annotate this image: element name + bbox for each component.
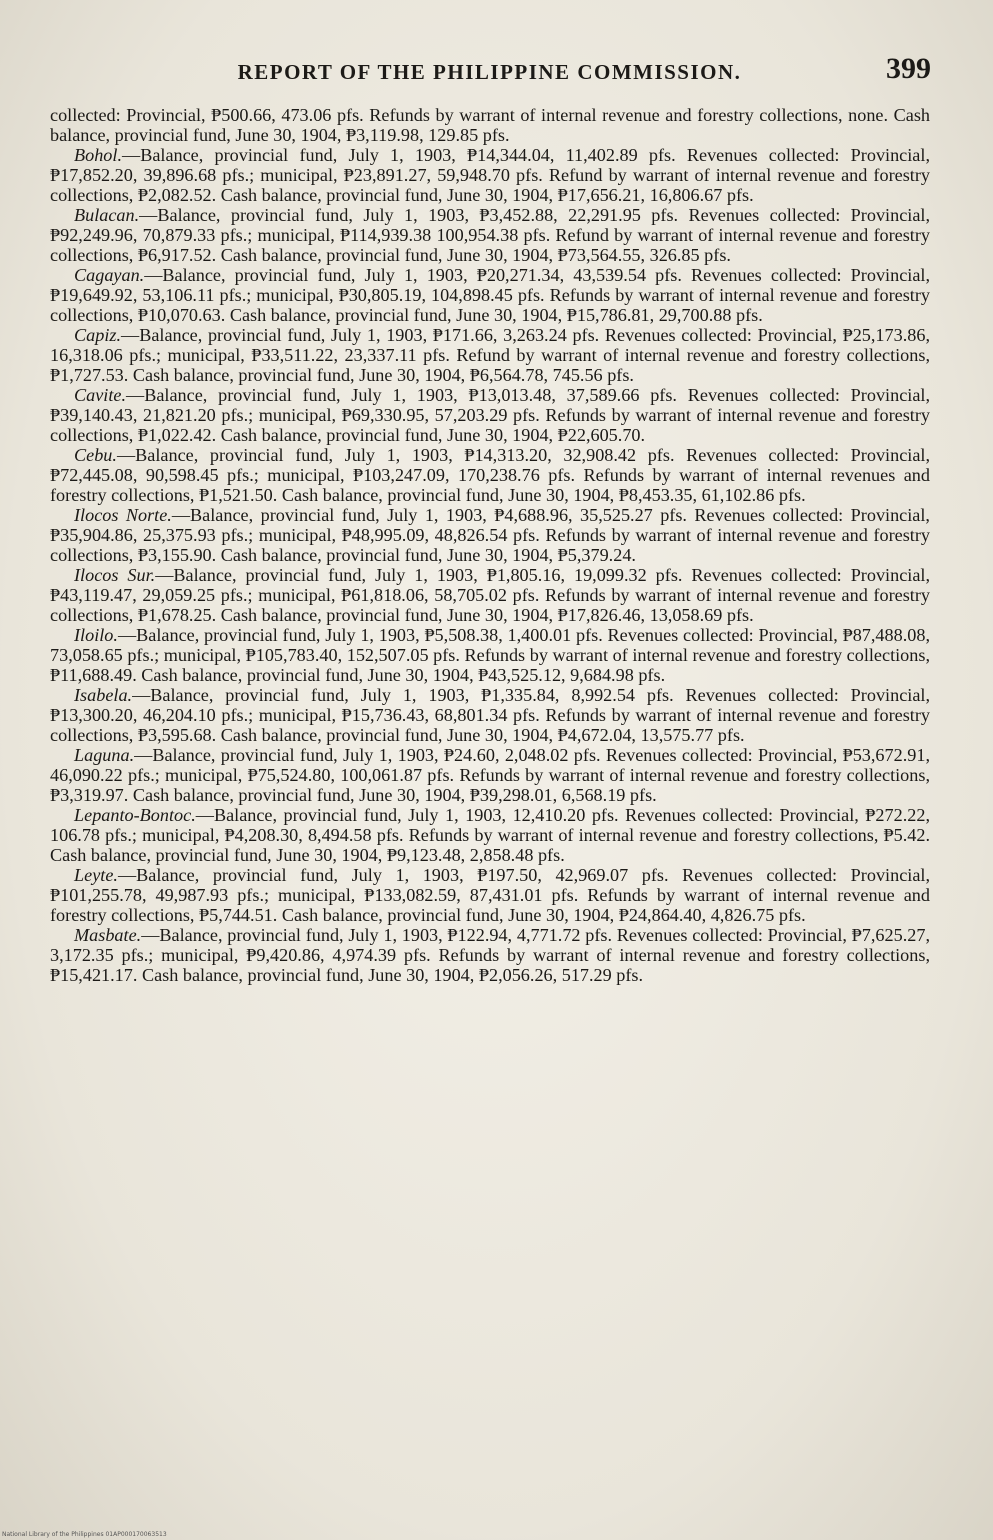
- entry-cavite: [50, 385, 930, 445]
- entry-masbate: [50, 925, 930, 985]
- province-name: Lepanto-Bontoc.: [74, 805, 196, 825]
- province-name: Bulacan.: [74, 205, 140, 225]
- province-name: Ilocos Sur.: [74, 565, 156, 585]
- province-name: Cagayan.: [74, 265, 145, 285]
- province-name: Ilocos Norte.: [74, 505, 172, 525]
- province-name: Laguna.: [74, 745, 135, 765]
- entry-text: —Balance, provincial fund, July 1, 1903, ₱197.50, 42,969.07 pfs. Revenues collected: Provincial, ₱101,255.78, 49,987.93 pfs.; municipal, ₱133,082.59, 87,431.01 pfs. Refunds by warrant of internal revenue and forestry collections, ₱5,744.51. Cash balance, provincial fund, June 30, 1904, ₱24,864.40, 4,826.75 pfs.: [50, 865, 930, 925]
- entry-text: —Balance, provincial fund, July 1, 1903, ₱1,805.16, 19,099.32 pfs. Revenues collected: Provincial, ₱43,119.47, 29,059.25 pfs.; municipal, ₱61,818.06, 58,705.02 pfs. Refunds by warrant of internal revenue and forestry collections, ₱1,678.25. Cash balance, provincial fund, June 30, 1904, ₱17,826.46, 13,058.69 pfs.: [50, 565, 930, 625]
- entry-bohol: [50, 145, 930, 205]
- entry-text: —Balance, provincial fund, July 1, 1903, ₱4,688.96, 35,525.27 pfs. Revenues collected: Provincial, ₱35,904.86, 25,375.93 pfs.; municipal, ₱48,995.09, 48,826.54 pfs. Refunds by warrant of internal revenue and forestry collections, ₱3,155.90. Cash balance, provincial fund, June 30, 1904, ₱5,379.24.: [50, 505, 930, 565]
- province-name: Bohol.: [74, 145, 122, 165]
- entry-iloilo: [50, 625, 930, 685]
- page-header: [48, 52, 931, 92]
- continuation-paragraph: collected: Provincial, ₱500.66, 473.06 pfs. Refunds by warrant of internal revenue and forestry collections, none. Cash balance, provincial fund, June 30, 1904, ₱3,119.98, 129.85 pfs.: [50, 105, 930, 145]
- entry-text: —Balance, provincial fund, July 1, 1903, ₱13,013.48, 37,589.66 pfs. Revenues collected: Provincial, ₱39,140.43, 21,821.20 pfs.; municipal, ₱69,330.95, 57,203.29 pfs. Refunds by warrant of internal revenue and forestry collections, ₱1,022.42. Cash balance, provincial fund, June 30, 1904, ₱22,605.70.: [50, 385, 930, 445]
- entry-text: —Balance, provincial fund, July 1, 1903, ₱122.94, 4,771.72 pfs. Revenues collected: Provincial, ₱7,625.27, 3,172.35 pfs.; municipal, ₱9,420.86, 4,974.39 pfs. Refunds by warrant of internal revenue and forestry collections, ₱15,421.17. Cash balance, provincial fund, June 30, 1904, ₱2,056.26, 517.29 pfs.: [50, 925, 930, 985]
- page-number: 399: [886, 52, 931, 85]
- entry-ilocos-norte: [50, 505, 930, 565]
- entry-lepanto-bontoc: [50, 805, 930, 865]
- entry-cebu: [50, 445, 930, 505]
- entry-bulacan: [50, 205, 930, 265]
- province-name: Iloilo.: [74, 625, 118, 645]
- entry-text: —Balance, provincial fund, July 1, 1903, ₱14,313.20, 32,908.42 pfs. Revenues collected: Provincial, ₱72,445.08, 90,598.45 pfs.; municipal, ₱103,247.09, 170,238.76 pfs. Refunds by warrant of internal revenues and forestry collections, ₱1,521.50. Cash balance, provincial fund, June 30, 1904, ₱8,453.35, 61,102.86 pfs.: [50, 445, 930, 505]
- province-name: Leyte.: [74, 865, 118, 885]
- running-head: REPORT OF THE PHILIPPINE COMMISSION.: [237, 60, 742, 84]
- province-name: Masbate.: [74, 925, 142, 945]
- entry-text: —Balance, provincial fund, July 1, 1903, ₱3,452.88, 22,291.95 pfs. Revenues collected: Provincial, ₱92,249.96, 70,879.33 pfs.; municipal, ₱114,939.38 100,954.38 pfs. Refund by warrant of internal revenue and forestry collections, ₱6,917.52. Cash balance, provincial fund, June 30, 1904, ₱73,564.55, 326.85 pfs.: [50, 205, 930, 265]
- entry-text: —Balance, provincial fund, July 1, 1903, ₱24.60, 2,048.02 pfs. Revenues collected: Provincial, ₱53,672.91, 46,090.22 pfs.; municipal, ₱75,524.80, 100,061.87 pfs. Refunds by warrant of internal revenue and forestry collections, ₱3,319.97. Cash balance, provincial fund, June 30, 1904, ₱39,298.01, 6,568.19 pfs.: [50, 745, 930, 805]
- scan-footer: National Library of the Philippines 01AP000170063513: [2, 1531, 167, 1538]
- entry-isabela: [50, 685, 930, 745]
- entry-text: —Balance, provincial fund, July 1, 1903, ₱5,508.38, 1,400.01 pfs. Revenues collected: Provincial, ₱87,488.08, 73,058.65 pfs.; municipal, ₱105,783.40, 152,507.05 pfs. Refunds by warrant of internal revenue and forestry collections, ₱11,688.49. Cash balance, provincial fund, June 30, 1904, ₱43,525.12, 9,684.98 pfs.: [50, 625, 930, 685]
- entry-laguna: [50, 745, 930, 805]
- entry-text: —Balance, provincial fund, July 1, 1903, ₱171.66, 3,263.24 pfs. Revenues collected: Provincial, ₱25,173.86, 16,318.06 pfs.; municipal, ₱33,511.22, 23,337.11 pfs. Refund by warrant of internal revenue and forestry collections, ₱1,727.53. Cash balance, provincial fund, June 30, 1904, ₱6,564.78, 745.56 pfs.: [50, 325, 930, 385]
- entry-leyte: [50, 865, 930, 925]
- entry-capiz: [50, 325, 930, 385]
- province-name: Isabela.: [74, 685, 133, 705]
- entry-text: —Balance, provincial fund, July 1, 1903, ₱1,335.84, 8,992.54 pfs. Revenues collected: Provincial, ₱13,300.20, 46,204.10 pfs.; municipal, ₱15,736.43, 68,801.34 pfs. Refunds by warrant of internal revenue and forestry collections, ₱3,595.68. Cash balance, provincial fund, June 30, 1904, ₱4,672.04, 13,575.77 pfs.: [50, 685, 930, 745]
- entry-text: —Balance, provincial fund, July 1, 1903, ₱20,271.34, 43,539.54 pfs. Revenues collected: Provincial, ₱19,649.92, 53,106.11 pfs.; municipal, ₱30,805.19, 104,898.45 pfs. Refunds by warrant of internal revenue and forestry collections, ₱10,070.63. Cash balance, provincial fund, June 30, 1904, ₱15,786.81, 29,700.88 pfs.: [50, 265, 930, 325]
- entry-text: —Balance, provincial fund, July 1, 1903, ₱14,344.04, 11,402.89 pfs. Revenues collected: Provincial, ₱17,852.20, 39,896.68 pfs.; municipal, ₱23,891.27, 59,948.70 pfs. Refund by warrant of internal revenue and forestry collections, ₱2,082.52. Cash balance, provincial fund, June 30, 1904, ₱17,656.21, 16,806.67 pfs.: [50, 145, 930, 205]
- entry-ilocos-sur: [50, 565, 930, 625]
- province-name: Capiz.: [74, 325, 121, 345]
- province-name: Cavite.: [74, 385, 127, 405]
- province-name: Cebu.: [74, 445, 117, 465]
- page-body: [50, 105, 930, 985]
- entry-text: —Balance, provincial fund, July 1, 1903, 12,410.20 pfs. Revenues collected: Provincial, ₱272.22, 106.78 pfs.; municipal, ₱4,208.30, 8,494.58 pfs. Refunds by warrant of internal revenue and forestry collections, ₱5.42. Cash balance, provincial fund, June 30, 1904, ₱9,123.48, 2,858.48 pfs.: [50, 805, 930, 865]
- entry-cagayan: [50, 265, 930, 325]
